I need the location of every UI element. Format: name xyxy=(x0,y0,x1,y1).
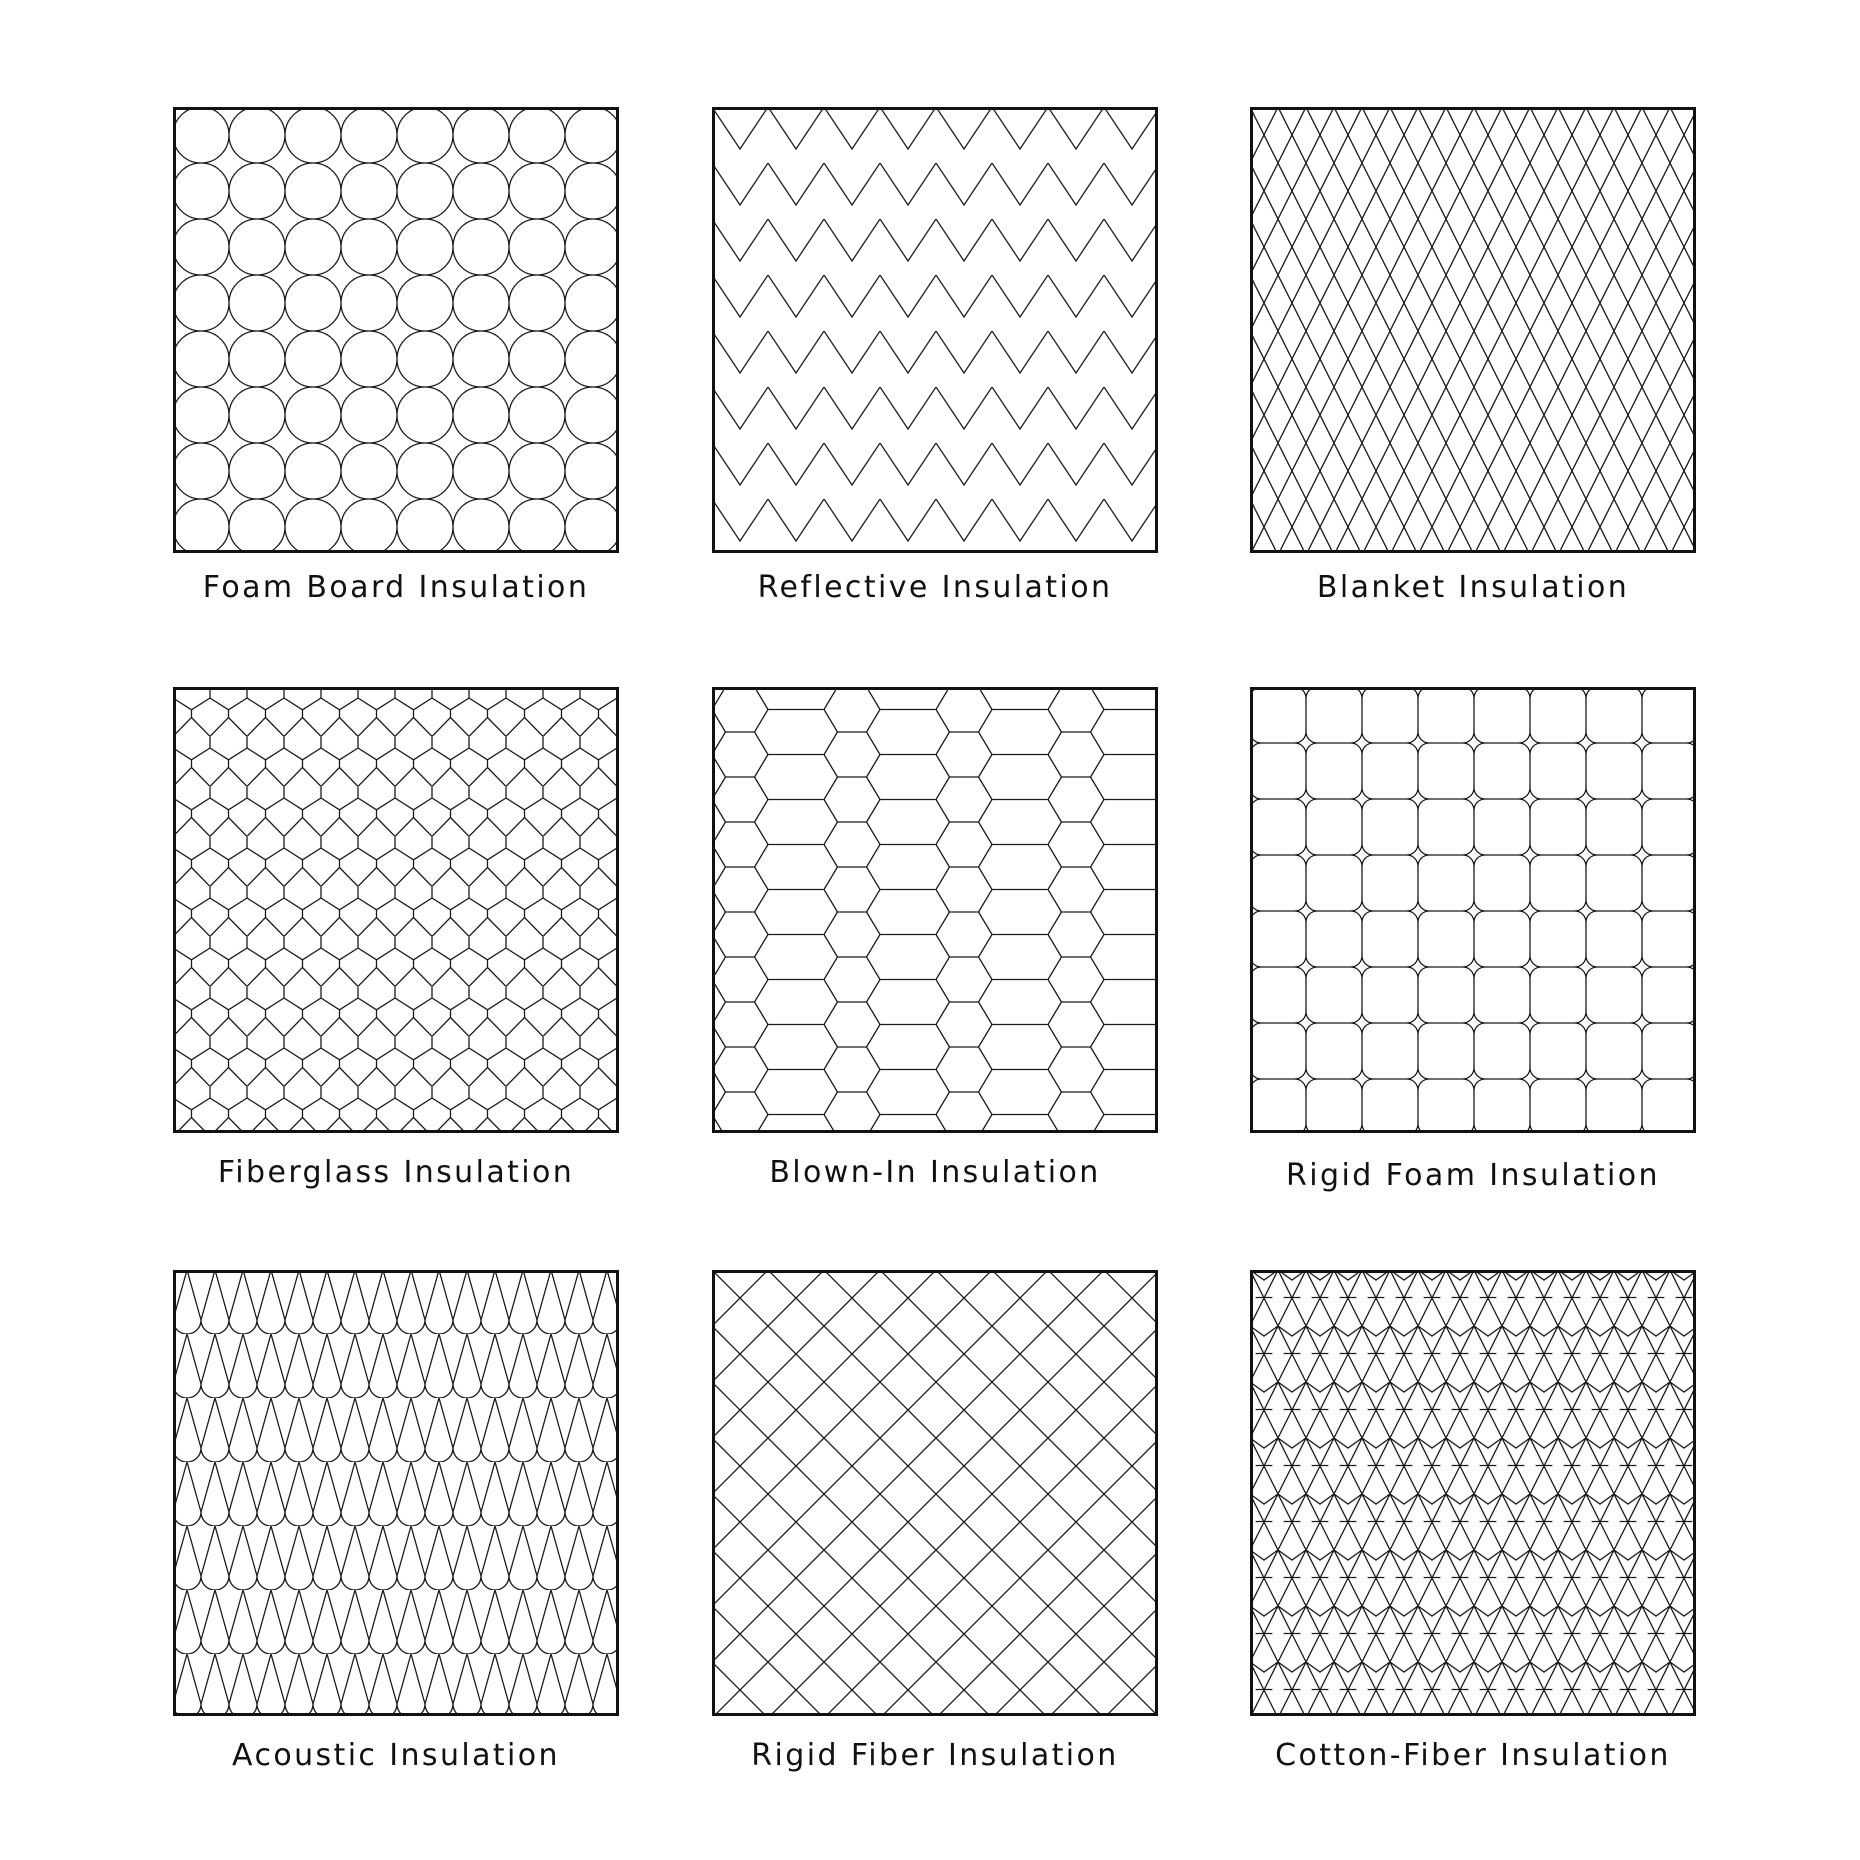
swatch-fiberglass xyxy=(173,687,619,1133)
cotton-fiber-pattern-graphic xyxy=(1250,1270,1696,1716)
swatch-label-fiberglass: Fiberglass Insulation xyxy=(217,1155,575,1190)
rigid-fiber-pattern-graphic xyxy=(712,1270,1158,1716)
swatch-blanket xyxy=(1250,107,1696,553)
swatch-label-rigid-fiber: Rigid Fiber Insulation xyxy=(751,1738,1119,1773)
acoustic-pattern-graphic xyxy=(173,1270,619,1716)
swatch-cotton-fiber xyxy=(1250,1270,1696,1716)
swatch-rigid-foam xyxy=(1250,687,1696,1133)
swatch-label-blanket: Blanket Insulation xyxy=(1316,570,1630,605)
swatch-rigid-fiber xyxy=(712,1270,1158,1716)
swatch-label-acoustic: Acoustic Insulation xyxy=(232,1738,560,1773)
swatch-reflective xyxy=(712,107,1158,553)
blanket-pattern-graphic xyxy=(1250,107,1696,553)
foam-board-pattern-graphic xyxy=(173,107,619,553)
swatch-acoustic xyxy=(173,1270,619,1716)
swatch-label-foam-board: Foam Board Insulation xyxy=(202,570,590,605)
swatch-label-rigid-foam: Rigid Foam Insulation xyxy=(1286,1158,1660,1193)
blown-in-pattern-graphic xyxy=(712,687,1158,1133)
swatch-label-cotton-fiber: Cotton-Fiber Insulation xyxy=(1275,1738,1671,1773)
swatch-blown-in xyxy=(712,687,1158,1133)
swatch-foam-board xyxy=(173,107,619,553)
reflective-pattern-graphic xyxy=(712,107,1158,553)
swatch-label-blown-in: Blown-In Insulation xyxy=(769,1155,1101,1190)
fiberglass-pattern-graphic xyxy=(173,687,619,1133)
rigid-foam-pattern-graphic xyxy=(1250,687,1696,1133)
swatch-label-reflective: Reflective Insulation xyxy=(757,570,1113,605)
